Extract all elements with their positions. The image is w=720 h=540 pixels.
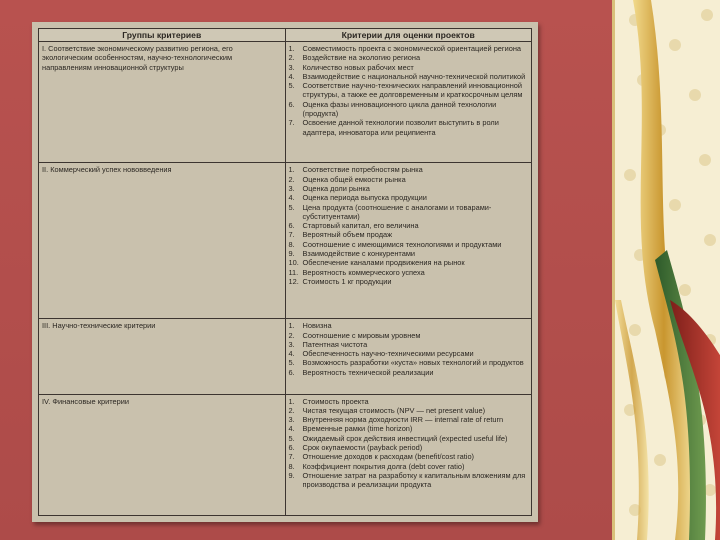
criterion-item (289, 368, 529, 377)
criterion-text: Обеспечение каналами продвижения на рынок (302, 258, 465, 268)
criterion-number: 6. (288, 367, 295, 377)
criterion-number: 3. (288, 339, 295, 349)
criterion-item (289, 434, 529, 443)
criteria-list (289, 321, 529, 377)
criteria-list-cell (285, 42, 532, 163)
table-row (39, 319, 532, 394)
criterion-item (289, 443, 529, 452)
criterion-number: 12. (288, 276, 299, 286)
criterion-item (289, 321, 529, 330)
criterion-number: 6. (288, 443, 295, 453)
table-header-row (39, 29, 532, 42)
criterion-text: Оценка фазы инновационного цикла данной технологии (продукта) (302, 99, 497, 119)
criterion-item (289, 221, 529, 230)
criterion-number: 1. (288, 44, 295, 53)
criterion-text: Оценка общей емкости рынка (302, 174, 406, 184)
criterion-number: 8. (288, 239, 295, 249)
criterion-item (289, 349, 529, 358)
criterion-text: Ожидаемый срок действия инвестиций (expected useful life) (302, 433, 508, 443)
criterion-number: 4. (288, 193, 295, 203)
criterion-item (289, 462, 529, 471)
criterion-item (289, 331, 529, 340)
criterion-text: Освоение данной технологии позволит выступить в роли адаптера, инноватора или реципиента (302, 118, 499, 137)
criterion-item (289, 72, 529, 81)
criteria-group-cell: II. Коммерческий успех нововведения (39, 163, 286, 319)
criterion-item (289, 452, 529, 461)
criterion-number: 3. (288, 183, 295, 193)
criterion-number: 4. (288, 71, 295, 81)
criterion-number: 9. (288, 249, 295, 259)
criterion-text: Чистая текущая стоимость (NPV — net present value) (302, 405, 486, 415)
criterion-text: Оценка периода выпуска продукции (302, 193, 427, 203)
criterion-item (289, 268, 529, 277)
table-row (39, 163, 532, 319)
criterion-item (289, 175, 529, 184)
criterion-text: Отношение доходов к расходам (benefit/cost ratio) (302, 452, 475, 462)
criterion-text: Оценка доли рынка (302, 183, 370, 193)
criterion-item (289, 230, 529, 239)
criterion-number: 2. (288, 330, 295, 340)
criterion-text: Цена продукта (соотношение с аналогами и товарами-субституентами) (302, 202, 492, 221)
criterion-item (289, 193, 529, 202)
criterion-number: 8. (288, 461, 295, 471)
criterion-text: Новизна (302, 321, 332, 331)
criterion-number: 3. (288, 62, 295, 72)
criterion-item (289, 203, 529, 222)
criterion-item (289, 415, 529, 424)
criterion-item (289, 258, 529, 267)
criterion-item (289, 44, 529, 53)
criteria-list (289, 397, 529, 490)
criterion-number: 2. (288, 174, 295, 184)
criterion-number: 5. (288, 358, 295, 368)
criterion-item (289, 249, 529, 258)
criterion-text: Соотношение с имеющимися технологиями и продуктами (302, 239, 502, 249)
criterion-text: Срок окупаемости (payback period) (302, 443, 423, 453)
criterion-text: Стоимость 1 кг продукции (302, 276, 392, 286)
criterion-item (289, 63, 529, 72)
criteria-table (38, 28, 532, 516)
criterion-text: Соотношение с мировым уровнем (302, 330, 421, 340)
criterion-text: Отношение затрат на разработку к капитальным вложениям для производства и реализации продукта (302, 470, 526, 490)
decorative-side-panel (612, 0, 720, 540)
criterion-text: Вероятность технической реализации (302, 367, 434, 377)
criteria-list (289, 165, 529, 286)
criteria-list-cell (285, 163, 532, 319)
criteria-list-cell (285, 394, 532, 515)
criterion-number: 7. (288, 230, 295, 240)
criterion-number: 2. (288, 405, 295, 415)
criterion-number: 5. (288, 202, 295, 212)
criterion-number: 6. (288, 99, 295, 109)
criterion-text: Взаимодействие с конкурентами (302, 249, 416, 259)
criterion-item (289, 53, 529, 62)
criterion-item (289, 240, 529, 249)
criteria-group-cell: I. Соответствие экономическому развитию региона, его экологическим особенностям, научно-технологическим направлениям инновационной структуры (39, 42, 286, 163)
criteria-list (289, 44, 529, 137)
criterion-text: Обеспеченность научно-техническими ресурсами (302, 349, 474, 359)
criterion-text: Количество новых рабочих мест (302, 62, 414, 72)
criterion-text: Временные рамки (time horizon) (302, 424, 413, 434)
criterion-number: 3. (288, 415, 295, 425)
criterion-item (289, 397, 529, 406)
criterion-item (289, 277, 529, 286)
criterion-number: 7. (288, 118, 295, 128)
scanned-table-page (32, 22, 538, 522)
column-header-groups: Группы критериев (39, 29, 286, 42)
criterion-item (289, 471, 529, 490)
criterion-text: Стоимость проекта (302, 396, 369, 406)
criterion-item (289, 118, 529, 137)
criterion-item (289, 358, 529, 367)
criterion-text: Патентная чистота (302, 339, 368, 349)
criterion-item (289, 406, 529, 415)
criterion-item (289, 184, 529, 193)
criterion-item (289, 100, 529, 119)
criterion-text: Возможность разработки «куста» новых технологий и продуктов (302, 358, 524, 368)
criterion-number: 5. (288, 81, 295, 91)
criterion-number: 9. (288, 470, 295, 480)
criterion-text: Соответствие научно-технических направлений инновационной структуры, а также ее долговременным и краткосрочным целям (302, 81, 523, 100)
criterion-text: Соответствие потребностям рынка (302, 165, 423, 175)
criterion-number: 4. (288, 424, 295, 434)
criterion-item (289, 165, 529, 174)
criterion-number: 5. (288, 433, 295, 443)
criteria-group-cell: III. Научно-технические критерии (39, 319, 286, 394)
criteria-group-cell: IV. Финансовые критерии (39, 394, 286, 515)
criterion-text: Стартовый капитал, его величина (302, 221, 419, 231)
criterion-number: 2. (288, 53, 295, 63)
criteria-list-cell (285, 319, 532, 394)
criterion-number: 11. (288, 267, 299, 277)
floral-pattern-icon (615, 0, 720, 540)
criterion-number: 6. (288, 221, 295, 231)
criterion-number: 1. (288, 165, 295, 175)
criterion-item (289, 340, 529, 349)
table-row (39, 42, 532, 163)
criterion-number: 4. (288, 349, 295, 359)
criterion-number: 10. (288, 258, 299, 268)
criterion-text: Совместимость проекта с экономической ориентацией региона (302, 44, 522, 53)
criterion-text: Воздействие на экологию региона (302, 53, 421, 63)
criterion-text: Коэффициент покрытия долга (debt cover ratio) (302, 461, 465, 471)
criterion-number: 1. (288, 396, 295, 406)
criterion-text: Внутренняя норма доходности IRR — internal rate of return (302, 415, 504, 425)
criterion-text: Вероятность коммерческого успеха (302, 267, 425, 277)
column-header-criteria: Критерии для оценки проектов (285, 29, 532, 42)
table-row (39, 394, 532, 515)
criterion-number: 1. (288, 321, 295, 331)
criterion-item (289, 424, 529, 433)
criterion-text: Взаимодействие с национальной научно-технической политикой (302, 71, 526, 81)
criterion-text: Вероятный объем продаж (302, 230, 393, 240)
criterion-number: 7. (288, 452, 295, 462)
criterion-item (289, 81, 529, 100)
